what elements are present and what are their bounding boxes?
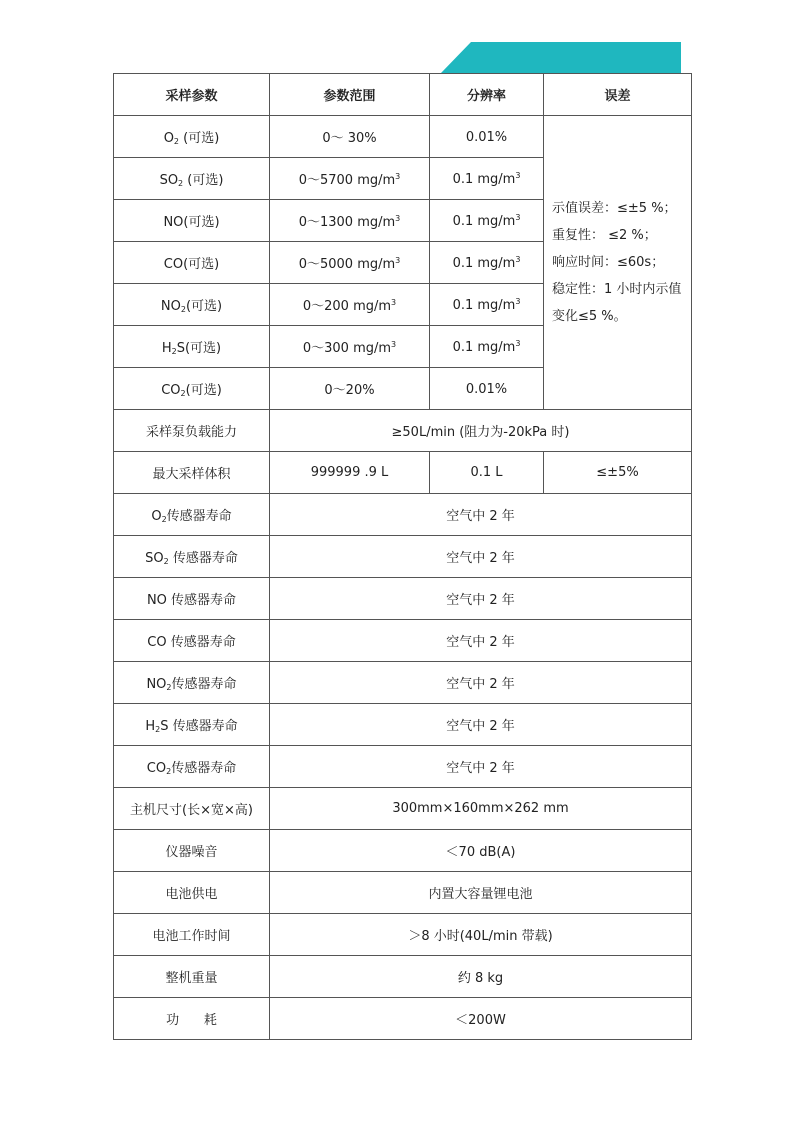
header-accent-bar bbox=[441, 42, 681, 73]
resolution-cell bbox=[430, 242, 544, 284]
spec-value-cell: 300mm×160mm×262 mm bbox=[270, 788, 692, 830]
sensor-label-cell bbox=[114, 746, 270, 788]
label-text: 传感器寿命 bbox=[171, 677, 237, 692]
sensor-label-cell bbox=[114, 704, 270, 746]
resolution-text: 0.01% bbox=[465, 381, 508, 397]
spec-label-cell: 整机重量 bbox=[114, 956, 270, 998]
resolution-text: 0.1 mg/m bbox=[452, 339, 516, 355]
table-row bbox=[114, 914, 692, 956]
sensor-label-cell bbox=[114, 662, 270, 704]
volume-resolution-cell: 0.1 L bbox=[430, 452, 544, 494]
label-text: (可选) bbox=[183, 173, 224, 188]
range-text: 0～1300 mg/m bbox=[298, 215, 396, 230]
range-text: 0～20% bbox=[324, 383, 375, 398]
label-text: S 传感器寿命 bbox=[160, 719, 238, 734]
table-row bbox=[114, 662, 692, 704]
superscript: 3 bbox=[391, 340, 397, 349]
label-text: SO bbox=[145, 551, 164, 566]
gas-label-cell bbox=[114, 326, 270, 368]
resolution-cell bbox=[430, 284, 544, 326]
label-text: H bbox=[161, 341, 172, 356]
sensor-life-cell: 空气中 2 年 bbox=[270, 536, 692, 578]
label-text: H bbox=[145, 719, 156, 734]
label-text: SO bbox=[159, 173, 179, 188]
table-row bbox=[114, 536, 692, 578]
gas-label-cell bbox=[114, 368, 270, 410]
subscript: 2 bbox=[180, 389, 186, 398]
sensor-life-cell: 空气中 2 年 bbox=[270, 662, 692, 704]
range-cell bbox=[270, 326, 430, 368]
spec-value-cell: 内置大容量锂电池 bbox=[270, 872, 692, 914]
subscript: 2 bbox=[173, 137, 180, 146]
spec-label-cell: 电池工作时间 bbox=[114, 914, 270, 956]
gas-label-cell bbox=[114, 158, 270, 200]
range-cell bbox=[270, 158, 430, 200]
volume-error-cell: ≤±5% bbox=[544, 452, 692, 494]
resolution-text: 0.1 mg/m bbox=[452, 171, 516, 187]
superscript: 3 bbox=[395, 256, 401, 265]
table-row bbox=[114, 872, 692, 914]
gas-label-cell bbox=[114, 242, 270, 284]
header-param: 采样参数 bbox=[114, 74, 270, 116]
range-cell bbox=[270, 284, 430, 326]
superscript: 3 bbox=[515, 212, 521, 222]
range-text: 0～5000 mg/m bbox=[298, 257, 396, 272]
label-text: CO 传感器寿命 bbox=[147, 635, 236, 650]
sensor-life-cell: 空气中 2 年 bbox=[270, 578, 692, 620]
subscript: 2 bbox=[171, 347, 177, 356]
spec-label-cell: 电池供电 bbox=[114, 872, 270, 914]
sensor-life-cell: 空气中 2 年 bbox=[270, 704, 692, 746]
range-text: 0～300 mg/m bbox=[302, 341, 392, 356]
error-line: 稳定性：1 小时内示值 bbox=[552, 282, 682, 297]
table-row bbox=[114, 956, 692, 998]
range-text: 0～200 mg/m bbox=[302, 299, 392, 314]
table-row bbox=[114, 410, 692, 452]
error-spec-cell bbox=[544, 116, 692, 410]
header-range: 参数范围 bbox=[270, 74, 430, 116]
resolution-text: 0.1 mg/m bbox=[452, 213, 516, 229]
label-text: (可选) bbox=[179, 131, 220, 146]
superscript: 3 bbox=[395, 172, 401, 181]
volume-label-cell: 最大采样体积 bbox=[114, 452, 270, 494]
label-text: NO 传感器寿命 bbox=[146, 593, 237, 608]
spec-label-cell: 主机尺寸(长×宽×高) bbox=[114, 788, 270, 830]
label-text: S(可选) bbox=[176, 341, 222, 356]
table-row bbox=[114, 830, 692, 872]
table-row bbox=[114, 116, 692, 158]
label-text: CO(可选) bbox=[163, 257, 220, 272]
range-cell bbox=[270, 200, 430, 242]
table-header-row bbox=[114, 74, 692, 116]
range-text: 0～5700 mg/m bbox=[298, 173, 396, 188]
label-text: 传感器寿命 bbox=[171, 761, 237, 776]
spec-value-cell: ＞8 小时(40L/min 带载) bbox=[270, 914, 692, 956]
subscript: 2 bbox=[180, 305, 186, 314]
range-cell bbox=[270, 368, 430, 410]
resolution-cell bbox=[430, 200, 544, 242]
superscript: 3 bbox=[395, 214, 401, 223]
resolution-cell bbox=[430, 158, 544, 200]
resolution-text: 0.01% bbox=[465, 129, 508, 145]
label-text: O bbox=[163, 131, 174, 146]
gas-label-cell bbox=[114, 284, 270, 326]
sensor-life-cell: 空气中 2 年 bbox=[270, 746, 692, 788]
label-text: 传感器寿命 bbox=[166, 509, 232, 524]
volume-range-cell: 999999 .9 L bbox=[270, 452, 430, 494]
subscript: 2 bbox=[166, 767, 172, 776]
subscript: 2 bbox=[161, 515, 167, 524]
subscript: 2 bbox=[166, 683, 172, 692]
pump-label-cell: 采样泵负载能力 bbox=[114, 410, 270, 452]
spec-value-cell: ＜200W bbox=[270, 998, 692, 1040]
table-body bbox=[114, 116, 692, 1040]
table-row bbox=[114, 998, 692, 1040]
spec-label-cell: 功 耗 bbox=[114, 998, 270, 1040]
range-cell bbox=[270, 116, 430, 158]
table-row bbox=[114, 788, 692, 830]
header-error: 误差 bbox=[544, 74, 692, 116]
spec-table bbox=[113, 73, 692, 1040]
pump-value-cell: ≥50L/min (阻力为-20kPa 时) bbox=[270, 410, 692, 452]
label-text: (可选) bbox=[185, 383, 222, 398]
label-text: CO bbox=[146, 761, 167, 776]
sensor-label-cell bbox=[114, 536, 270, 578]
resolution-cell bbox=[430, 368, 544, 410]
label-text: 传感器寿命 bbox=[168, 551, 238, 566]
label-text: NO(可选) bbox=[163, 215, 220, 230]
subscript: 2 bbox=[163, 557, 169, 566]
header-resolution: 分辨率 bbox=[430, 74, 544, 116]
table-row bbox=[114, 746, 692, 788]
superscript: 3 bbox=[515, 170, 521, 180]
label-text: (可选) bbox=[185, 299, 223, 314]
superscript: 3 bbox=[391, 298, 397, 307]
table-row bbox=[114, 452, 692, 494]
label-text: NO bbox=[160, 299, 181, 314]
superscript: 3 bbox=[515, 254, 521, 264]
table-row bbox=[114, 620, 692, 662]
resolution-cell bbox=[430, 326, 544, 368]
sensor-life-cell: 空气中 2 年 bbox=[270, 620, 692, 662]
resolution-text: 0.1 mg/m bbox=[452, 255, 516, 271]
subscript: 2 bbox=[178, 179, 184, 188]
sensor-label-cell bbox=[114, 494, 270, 536]
sensor-label-cell bbox=[114, 578, 270, 620]
sensor-label-cell bbox=[114, 620, 270, 662]
range-text: 0～ 30% bbox=[322, 131, 377, 146]
label-text: NO bbox=[146, 677, 167, 692]
gas-label-cell bbox=[114, 116, 270, 158]
gas-label-cell bbox=[114, 200, 270, 242]
error-line: 变化≤5 %。 bbox=[552, 309, 627, 324]
resolution-text: 0.1 mg/m bbox=[452, 297, 516, 313]
subscript: 2 bbox=[155, 725, 161, 734]
error-line: 响应时间：≤60s； bbox=[552, 255, 665, 270]
sensor-life-cell: 空气中 2 年 bbox=[270, 494, 692, 536]
table-row bbox=[114, 494, 692, 536]
resolution-cell bbox=[430, 116, 544, 158]
spec-value-cell: 约 8 kg bbox=[270, 956, 692, 998]
label-text: CO bbox=[161, 383, 181, 398]
error-line: 重复性： ≤2 %； bbox=[552, 228, 657, 243]
spec-label-cell: 仪器噪音 bbox=[114, 830, 270, 872]
superscript: 3 bbox=[515, 338, 521, 348]
label-text: O bbox=[151, 509, 162, 524]
error-line: 示值误差：≤±5 %； bbox=[552, 201, 677, 216]
spec-value-cell: ＜70 dB(A) bbox=[270, 830, 692, 872]
range-cell bbox=[270, 242, 430, 284]
table-row bbox=[114, 578, 692, 620]
superscript: 3 bbox=[515, 296, 521, 306]
table-row bbox=[114, 704, 692, 746]
